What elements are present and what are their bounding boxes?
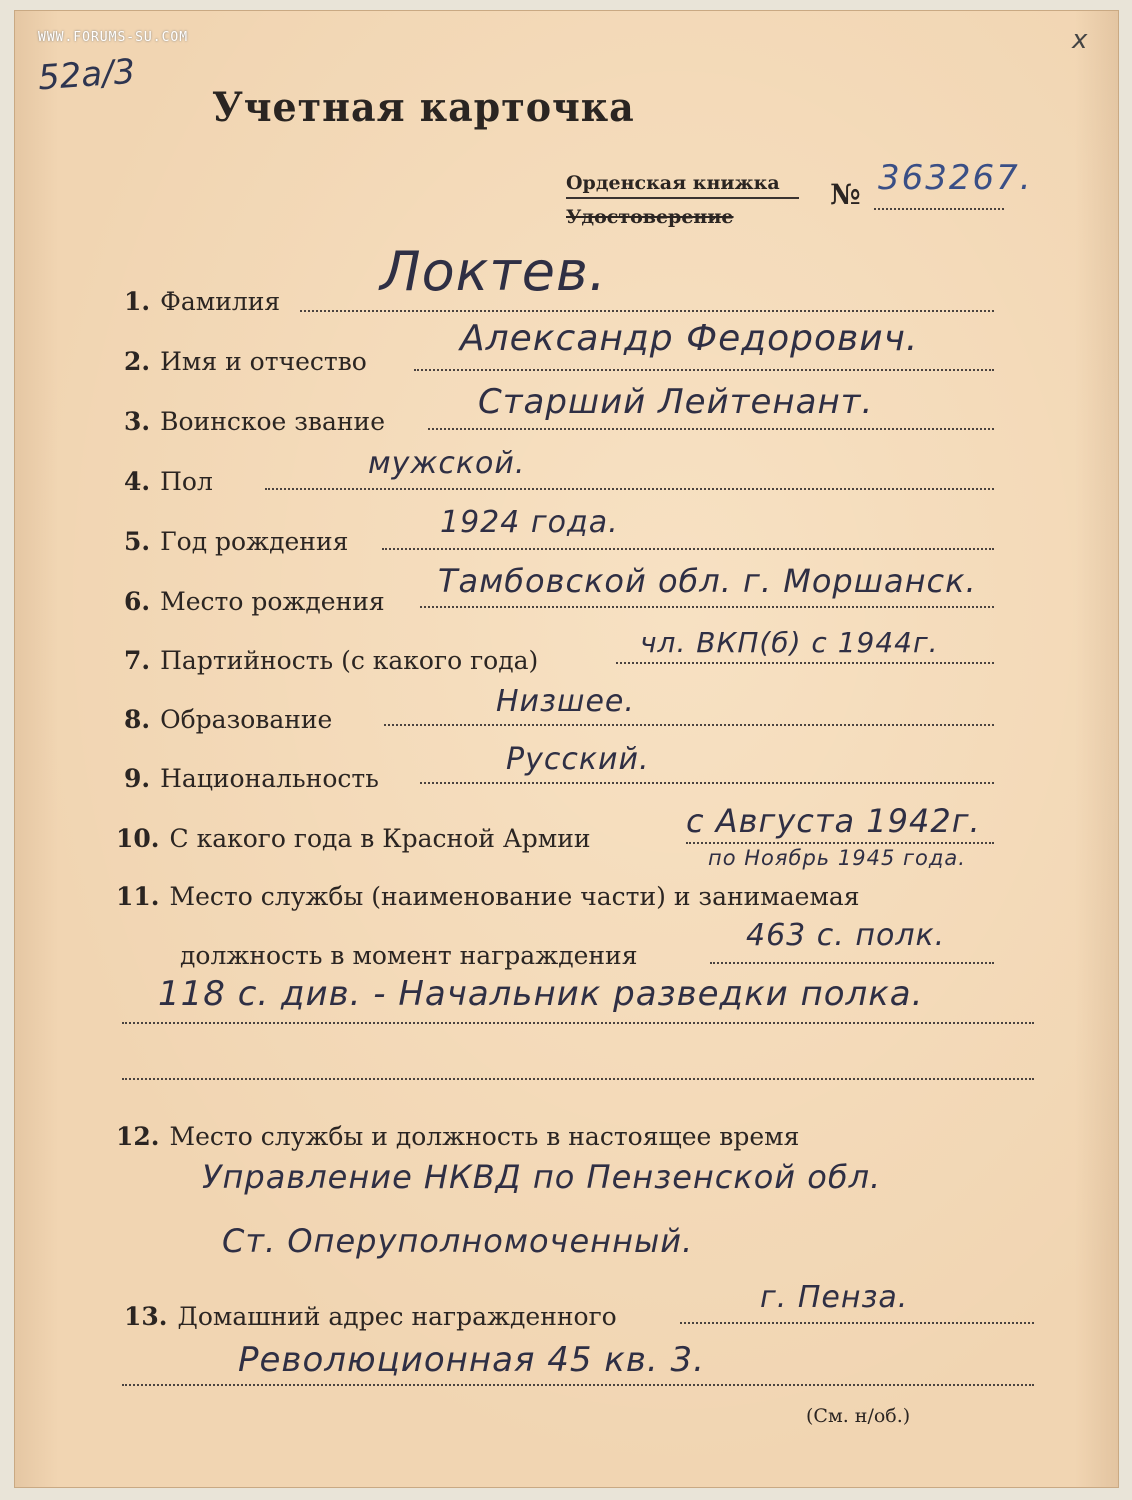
field-line-service-extra-2 bbox=[122, 1078, 1034, 1080]
field-label-birthplace: 6. Место рождения bbox=[124, 587, 385, 616]
field-label-name: 2. Имя и отчество bbox=[124, 347, 367, 376]
watermark: WWW.FORUMS-SU.COM bbox=[38, 30, 189, 45]
field-value-rank: Старший Лейтенант. bbox=[478, 382, 874, 422]
corner-x-mark: x bbox=[1072, 25, 1088, 55]
field-value-birthplace: Тамбовской обл. г. Моршанск. bbox=[438, 562, 977, 600]
field-value-party: чл. ВКП(б) с 1944г. bbox=[640, 626, 939, 659]
card-title: Учетная карточка bbox=[212, 84, 635, 131]
field-value-army-until: по Ноябрь 1945 года. bbox=[708, 846, 966, 870]
field-value-surname: Локтев. bbox=[380, 240, 607, 303]
field-line-party bbox=[616, 662, 994, 664]
field-line-home-address-2 bbox=[122, 1384, 1034, 1386]
field-value-service-position: 118 с. див. - Начальник разведки полка. bbox=[158, 974, 924, 1014]
booklet-number-line bbox=[874, 208, 1004, 210]
field-line-home-address bbox=[680, 1322, 1034, 1324]
field-value-current-position: Ст. Оперуполномоченный. bbox=[222, 1222, 694, 1260]
field-value-army-since: с Августа 1942г. bbox=[686, 802, 981, 840]
field-value-home-street: Революционная 45 кв. 3. bbox=[238, 1340, 705, 1380]
number-sign: № bbox=[830, 178, 861, 211]
field-line-army-since bbox=[686, 842, 994, 844]
see-reverse-note: (См. н/об.) bbox=[806, 1405, 911, 1427]
field-value-education: Низшее. bbox=[496, 684, 635, 719]
field-line-name bbox=[414, 369, 994, 371]
field-label-rank: 3. Воинское звание bbox=[124, 407, 386, 436]
field-label-surname: 1. Фамилия bbox=[124, 287, 281, 316]
field-line-service-position bbox=[710, 962, 994, 964]
field-value-sex: мужской. bbox=[368, 446, 526, 481]
field-line-nationality bbox=[420, 782, 994, 784]
field-line-service-extra-1 bbox=[122, 1022, 1034, 1024]
field-value-home-city: г. Пенза. bbox=[760, 1280, 909, 1315]
field-line-education bbox=[384, 724, 994, 726]
field-line-birthplace bbox=[420, 606, 994, 608]
field-label-home-address: 13. Домашний адрес награжденного bbox=[124, 1302, 617, 1331]
field-value-service-unit: 463 с. полк. bbox=[746, 918, 946, 953]
field-label-nationality: 9. Национальность bbox=[124, 764, 379, 793]
field-value-birth-year: 1924 года. bbox=[440, 505, 619, 540]
field-line-sex bbox=[265, 488, 994, 490]
field-value-current-service: Управление НКВД по Пензенской обл. bbox=[202, 1158, 882, 1196]
corner-handwritten-note: 52а/3 bbox=[36, 51, 137, 99]
field-label-service-position: должность в момент награждения bbox=[180, 941, 638, 970]
booklet-number: 363267. bbox=[878, 158, 1033, 198]
field-value-nationality: Русский. bbox=[506, 742, 650, 777]
field-value-name: Александр Федорович. bbox=[460, 318, 919, 359]
field-label-birth-year: 5. Год рождения bbox=[124, 527, 349, 556]
field-line-rank bbox=[428, 428, 994, 430]
field-line-birth-year bbox=[382, 548, 994, 550]
field-label-service-place: 11. Место службы (наименование части) и занимаемая bbox=[116, 882, 860, 911]
field-label-current-service: 12. Место службы и должность в настоящее время bbox=[116, 1122, 800, 1151]
field-label-party: 7. Партийность (с какого года) bbox=[124, 646, 539, 675]
field-line-surname bbox=[300, 310, 994, 312]
booklet-label: Орденская книжка bbox=[566, 172, 780, 194]
field-label-education: 8. Образование bbox=[124, 705, 333, 734]
field-label-sex: 4. Пол bbox=[124, 467, 213, 496]
certificate-label: Удостоверение bbox=[566, 206, 734, 228]
label-divider bbox=[566, 197, 799, 199]
field-label-army-since: 10. С какого года в Красной Армии bbox=[116, 824, 591, 853]
